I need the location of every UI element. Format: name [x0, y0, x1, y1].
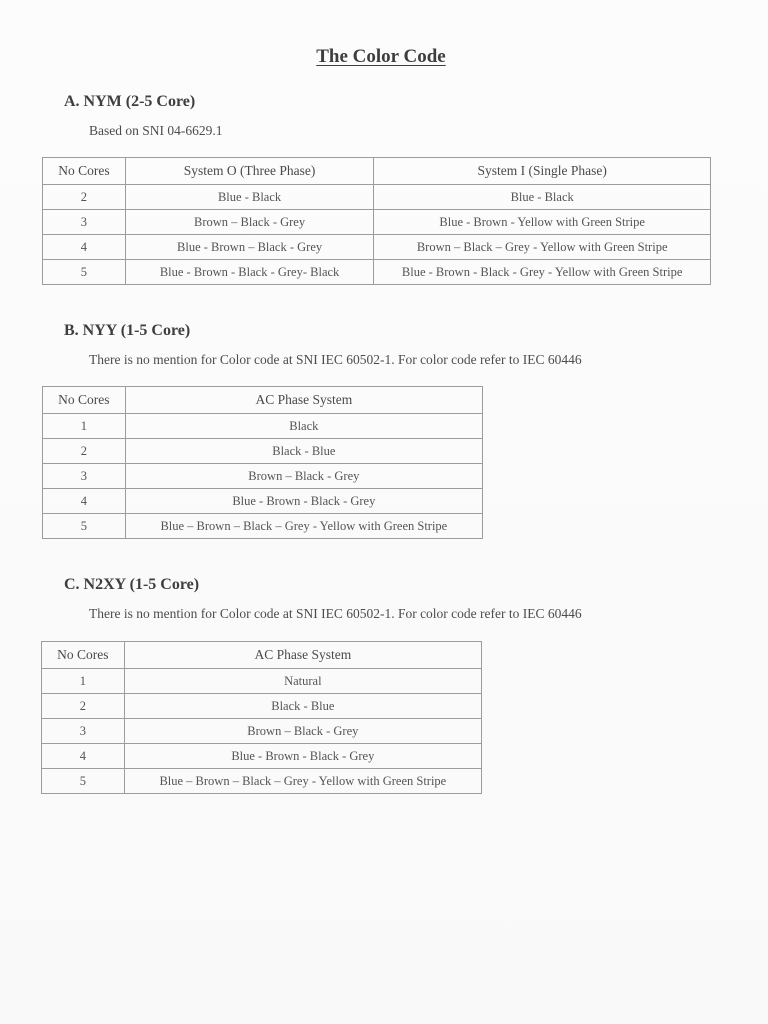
table-row	[43, 414, 483, 439]
section-heading-n2xy: C. N2XY (1-5 Core)	[64, 576, 200, 593]
table-row	[42, 769, 482, 794]
table-cell: Natural	[124, 669, 481, 694]
section-heading-nym: A. NYM (2-5 Core)	[64, 93, 196, 110]
table-cell: 5	[43, 514, 126, 539]
table-cell: 5	[43, 260, 126, 285]
column-header: AC Phase System	[124, 642, 481, 669]
color-code-table-n2xy	[41, 641, 482, 794]
table-row	[43, 185, 711, 210]
section-heading-nyy: B. NYY (1-5 Core)	[64, 322, 191, 339]
table-cell: Brown – Black – Grey - Yellow with Green Stripe	[374, 235, 711, 260]
table-cell: 3	[43, 210, 126, 235]
table-cell: Black - Blue	[124, 694, 481, 719]
column-header: AC Phase System	[125, 387, 482, 414]
table-cell: Brown – Black - Grey	[125, 464, 482, 489]
table-cell: 1	[42, 669, 125, 694]
table-cell: Brown – Black - Grey	[125, 210, 374, 235]
table-cell: 4	[43, 235, 126, 260]
table-row	[43, 489, 483, 514]
column-header: No Cores	[43, 158, 126, 185]
table-header-row	[43, 158, 711, 185]
table-cell: Blue – Brown – Black – Grey - Yellow with Green Stripe	[125, 514, 482, 539]
section-note-nyy: There is no mention for Color code at SNI IEC 60502-1. For color code refer to IEC 60446	[89, 352, 582, 367]
table-cell: Blue - Brown - Black - Grey	[124, 744, 481, 769]
table-cell: 2	[43, 185, 126, 210]
table-row	[42, 669, 482, 694]
section-note-nym: Based on SNI 04-6629.1	[89, 123, 223, 138]
table-row	[43, 210, 711, 235]
document-title: The Color Code	[316, 46, 446, 67]
table-row	[43, 439, 483, 464]
table-header-row	[42, 642, 482, 669]
column-header: System I (Single Phase)	[374, 158, 711, 185]
table-cell: Blue - Black	[125, 185, 374, 210]
table-row	[42, 744, 482, 769]
column-header: System O (Three Phase)	[125, 158, 374, 185]
table-cell: 4	[43, 489, 126, 514]
table-cell: 3	[43, 464, 126, 489]
table-row	[43, 235, 711, 260]
table-cell: 1	[43, 414, 126, 439]
table-cell: Blue – Brown – Black – Grey - Yellow with Green Stripe	[124, 769, 481, 794]
table-row	[43, 260, 711, 285]
color-code-table-nyy	[42, 386, 483, 539]
table-cell: Black - Blue	[125, 439, 482, 464]
table-header-row	[43, 387, 483, 414]
table-row	[43, 514, 483, 539]
table-cell: 2	[43, 439, 126, 464]
table-cell: Blue - Brown – Black - Grey	[125, 235, 374, 260]
table-cell: Blue - Brown - Yellow with Green Stripe	[374, 210, 711, 235]
table-cell: Blue - Black	[374, 185, 711, 210]
table-cell: Brown – Black - Grey	[124, 719, 481, 744]
table-cell: Blue - Brown - Black - Grey	[125, 489, 482, 514]
color-code-table-nym	[42, 157, 711, 285]
table-cell: 3	[42, 719, 125, 744]
table-row	[42, 719, 482, 744]
table-cell: 4	[42, 744, 125, 769]
table-cell: Blue - Brown - Black - Grey - Yellow with Green Stripe	[374, 260, 711, 285]
column-header: No Cores	[43, 387, 126, 414]
table-cell: Black	[125, 414, 482, 439]
section-note-n2xy: There is no mention for Color code at SNI IEC 60502-1. For color code refer to IEC 60446	[89, 606, 582, 621]
table-row	[42, 694, 482, 719]
table-cell: Blue - Brown - Black - Grey- Black	[125, 260, 374, 285]
table-row	[43, 464, 483, 489]
table-cell: 5	[42, 769, 125, 794]
table-cell: 2	[42, 694, 125, 719]
column-header: No Cores	[42, 642, 125, 669]
